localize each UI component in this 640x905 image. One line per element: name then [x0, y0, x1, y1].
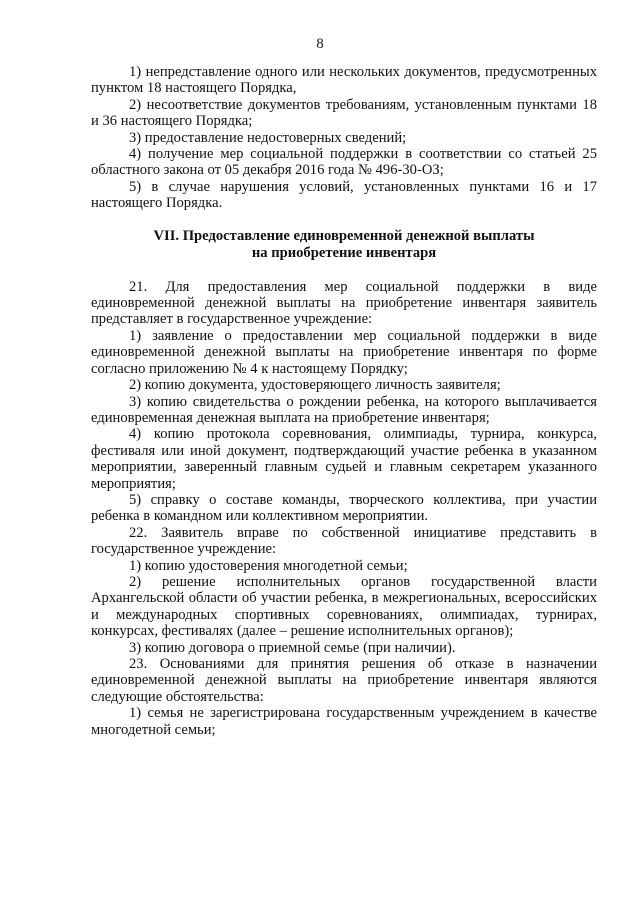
paragraph: 23. Основаниями для принятия решения об отказе в назначении единовременной денежной выплаты на приобретение инвентаря являются следующие обстоятельства:	[91, 656, 597, 705]
list-item: 4) копию протокола соревнования, олимпиады, турнира, конкурса, фестиваля или иной документ, подтверждающий участие ребенка в указанном мероприятии, заверенный главным судьей и главным секретарем указанного мероприятия;	[91, 426, 597, 492]
list-item: 2) копию документа, удостоверяющего личность заявителя;	[129, 377, 501, 394]
list-item: 5) в случае нарушения условий, установленных пунктами 16 и 17 настоящего Порядка.	[91, 178, 597, 212]
paragraph: 22. Заявитель вправе по собственной инициативе представить в государственное учреждение:	[91, 524, 597, 558]
list-item: 2) несоответствие документов требованиям, установленным пунктами 18 и 36 настоящего Порядка;	[91, 96, 597, 130]
page-number: 8	[316, 36, 324, 52]
document-body	[91, 64, 597, 738]
list-item: 3) копию свидетельства о рождении ребенка, на которого выплачивается единовременная денежная выплата на приобретение инвентаря;	[91, 393, 597, 426]
list-item: 2) решение исполнительных органов государственной власти Архангельской области об участии ребенка, в межрегиональных, всероссийских и международных спортивных соревнованиях, олимпиадах, турнирах, конкурсах, фестивалях (далее – решение исполнительных органов);	[91, 573, 597, 640]
section-heading-line-2: на приобретение инвентаря	[251, 244, 437, 261]
list-item: 4) получение мер социальной поддержки в соответствии со статьей 25 областного закона от 05 декабря 2016 года № 496-30-ОЗ;	[91, 146, 597, 179]
list-item: 1) непредставление одного или нескольких документов, предусмотренных пунктом 18 настоящего Порядка,	[91, 64, 597, 97]
section-heading	[91, 228, 597, 262]
list-item: 1) копию удостоверения многодетной семьи;	[129, 557, 408, 574]
list-item: 1) заявление о предоставлении мер социальной поддержки в виде единовременной денежной выплаты на приобретение инвентаря по форме согласно приложению № 4 к настоящему Порядку;	[91, 327, 597, 377]
list-item: 3) предоставление недостоверных сведений;	[129, 129, 407, 146]
paragraph: 21. Для предоставления мер социальной поддержки в виде единовременной денежной выплаты на приобретение инвентаря заявитель представляет в государственное учреждение:	[91, 278, 597, 328]
section-heading-line-1: VII. Предоставление единовременной денежной выплаты	[153, 227, 535, 244]
list-item: 1) семья не зарегистрирована государственным учреждением в качестве многодетной семьи;	[91, 705, 597, 738]
list-item: 5) справку о составе команды, творческого коллектива, при участии ребенка в командном или коллективном мероприятии.	[91, 491, 597, 525]
list-item: 3) копию договора о приемной семье (при наличии).	[129, 639, 456, 656]
